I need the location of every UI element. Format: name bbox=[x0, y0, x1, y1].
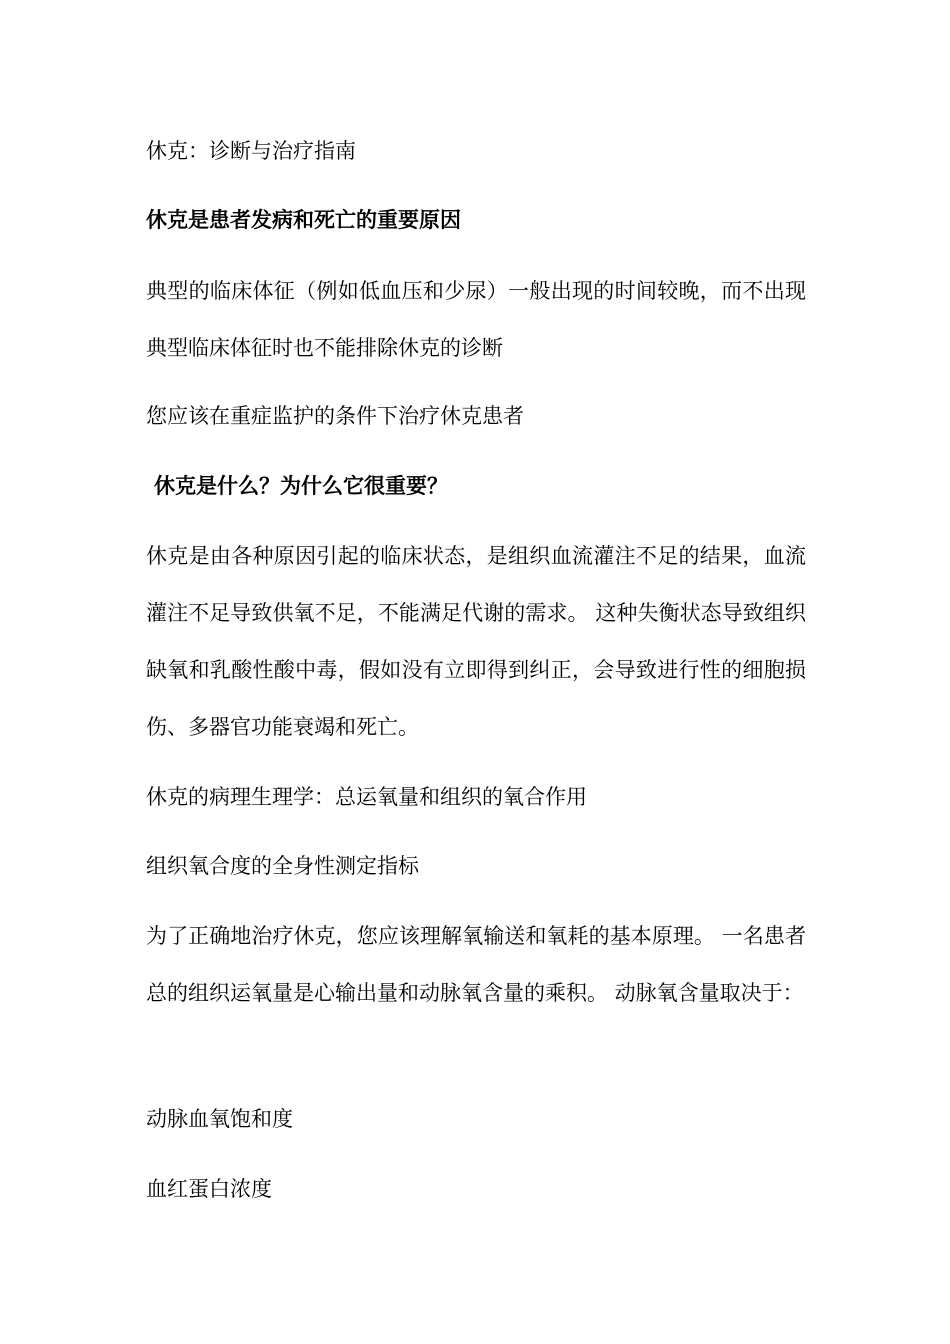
key-point-icu-statement: 您应该在重症监护的条件下治疗休克患者 bbox=[146, 404, 524, 428]
list-item-hemoglobin: 血红蛋白浓度 bbox=[146, 1177, 272, 1201]
oxygen-delivery-paragraph: 为了正确地治疗休克，您应该理解氧输送和氧耗的基本原理。 一名患者总的组织运氧量是心输出量和动脉氧含量的乘积。 动脉氧含量取决于： bbox=[146, 924, 806, 1005]
pathophysiology-subheading: 休克的病理生理学：总运氧量和组织的氧合作用 bbox=[146, 785, 587, 809]
document-title: 休克：诊断与治疗指南 bbox=[146, 139, 356, 163]
oxygenation-measures-subheading: 组织氧合度的全身性测定指标 bbox=[146, 854, 419, 878]
shock-definition-paragraph: 休克是由各种原因引起的临床状态，是组织血流灌注不足的结果，血流灌注不足导致供氧不足，不能满足代谢的需求。 这种失衡状态导致组织缺氧和乳酸性酸中毒，假如没有立即得到纠正，会导致进行性的细胞损伤、多器官功能衰竭和死亡。 bbox=[146, 544, 806, 739]
list-item-arterial-saturation: 动脉血氧饱和度 bbox=[146, 1107, 293, 1131]
section-heading: 休克是什么？为什么它很重要？ bbox=[154, 474, 448, 498]
key-point-paragraph: 典型的临床体征（例如低血压和少尿）一般出现的时间较晚，而不出现典型临床体征时也不能排除休克的诊断 bbox=[146, 279, 806, 360]
key-point-heading: 休克是患者发病和死亡的重要原因 bbox=[146, 208, 461, 232]
